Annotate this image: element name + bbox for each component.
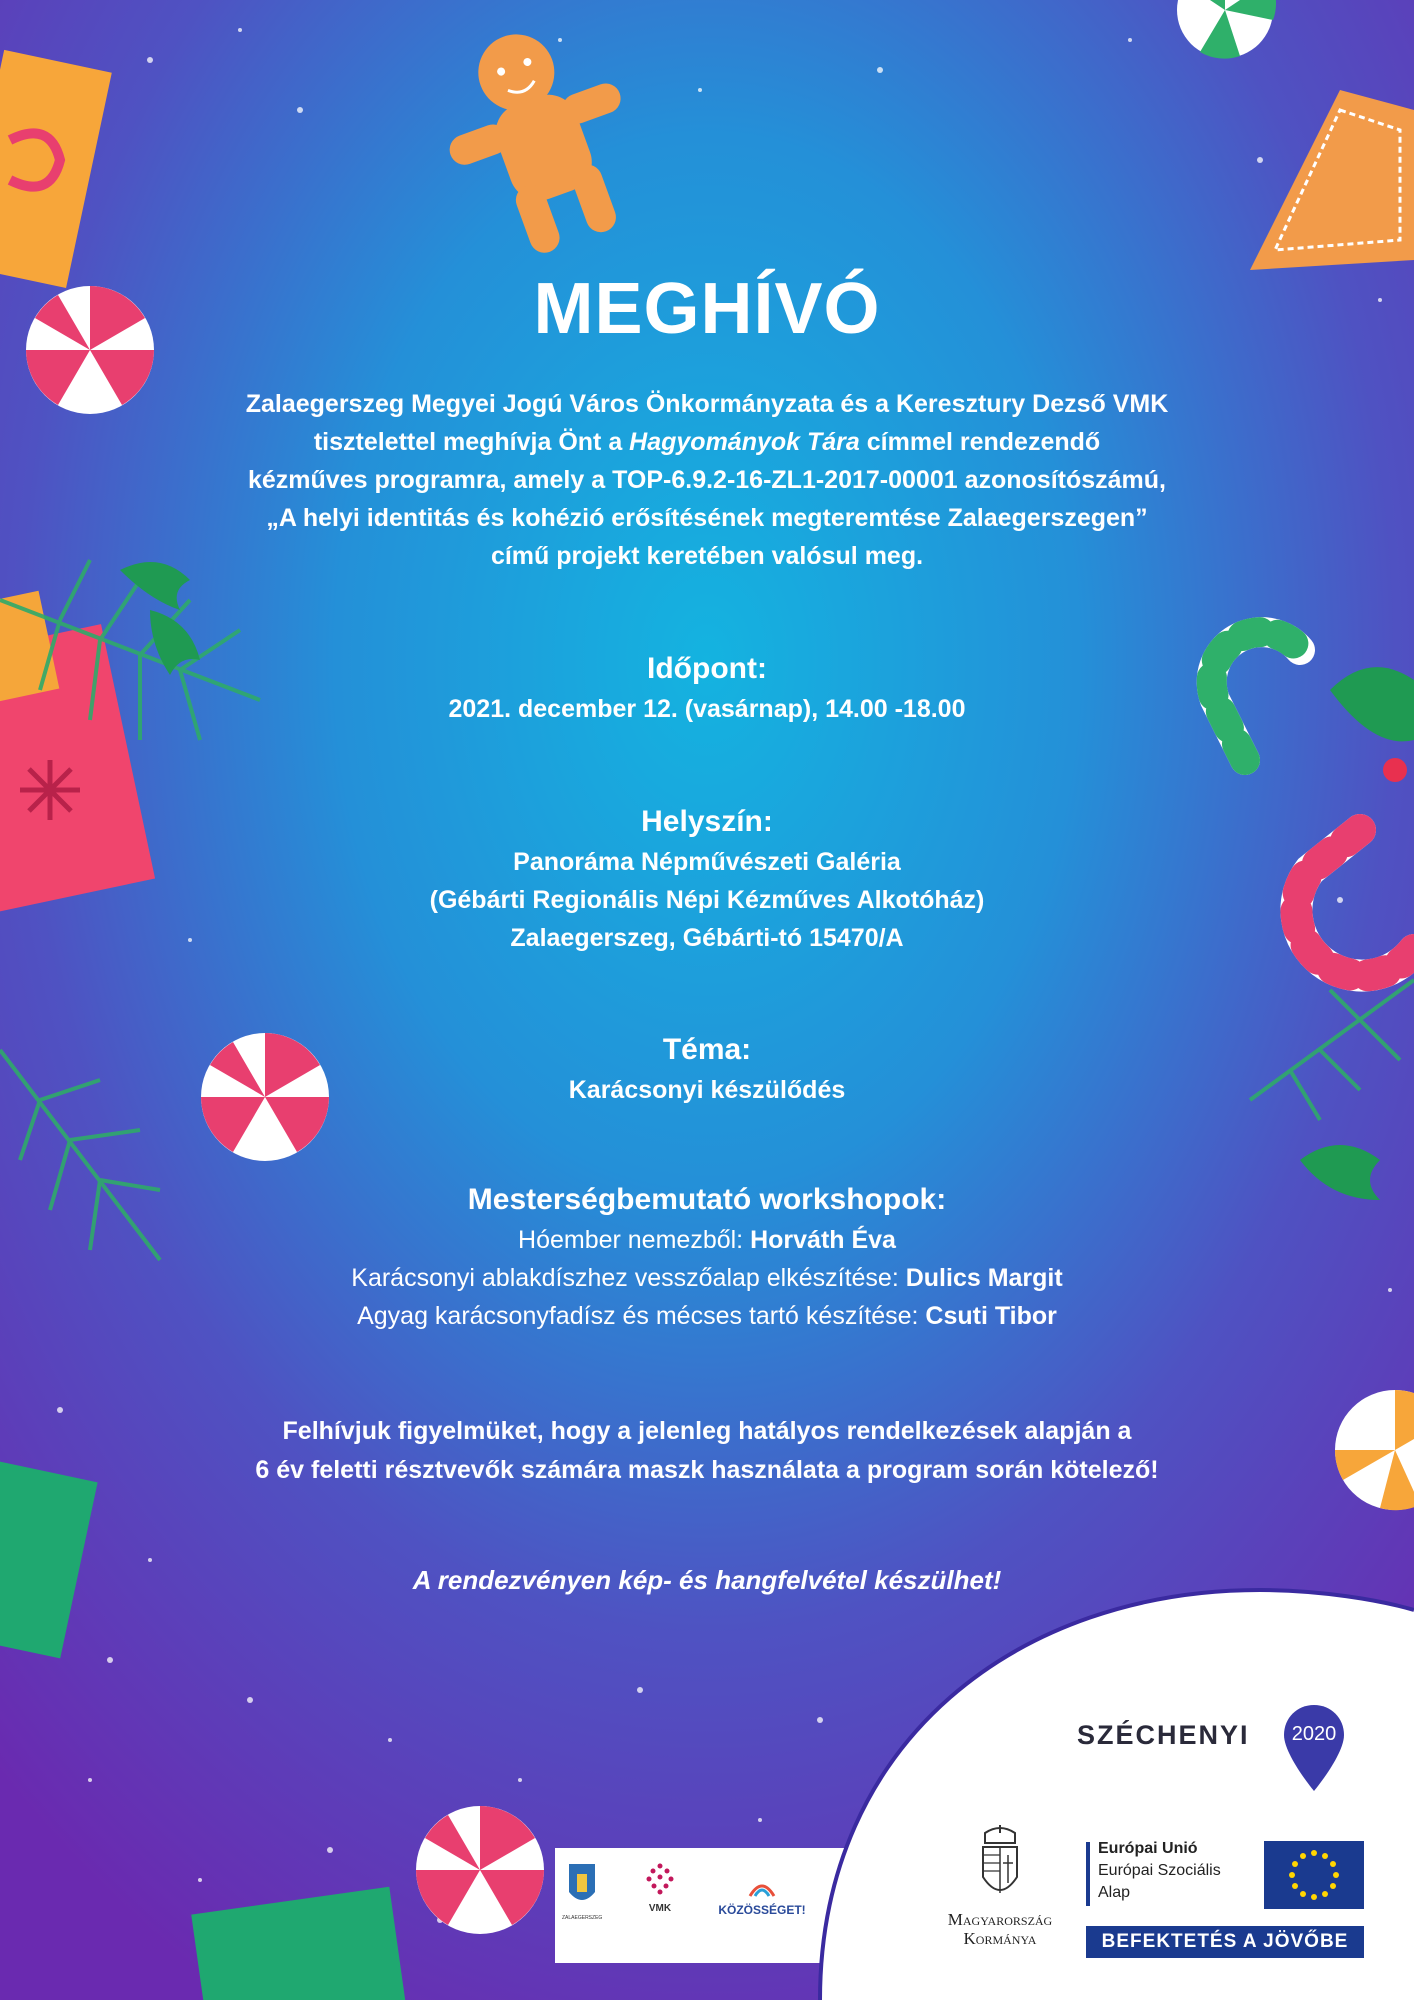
gingerbread-man bbox=[419, 6, 663, 272]
workshop-item bbox=[0, 1297, 1414, 1335]
eu-social-fund-logo bbox=[1086, 1838, 1366, 1958]
eu-divider bbox=[1086, 1842, 1090, 1906]
szechenyi-2020-logo bbox=[1077, 1703, 1357, 1803]
venue-line-3: Zalaegerszeg, Gébárti-tó 15470/A bbox=[510, 924, 904, 952]
hungarian-coat-of-arms-icon bbox=[975, 1825, 1025, 1905]
gov-line-1: Magyarország bbox=[947, 1910, 1053, 1929]
mask-notice-line-2: 6 év feletti résztvevők számára maszk használata a program során kötelező! bbox=[255, 1456, 1159, 1484]
intro-line-5: című projekt keretében valósul meg. bbox=[490, 542, 924, 570]
workshop-label: Hóember nemezből: bbox=[518, 1226, 751, 1254]
zalaegerszeg-logo bbox=[562, 1862, 602, 1937]
eu-text bbox=[1098, 1838, 1221, 1904]
workshop-person: Dulics Margit bbox=[905, 1264, 1063, 1292]
zalaegerszeg-logo-text: ZALAEGERSZEG bbox=[562, 1915, 603, 1921]
eu-flag-icon bbox=[1264, 1841, 1364, 1909]
vmk-logo bbox=[640, 1862, 680, 1937]
kozosseget-arc-icon bbox=[747, 1880, 777, 1898]
vmk-dots-icon bbox=[645, 1862, 675, 1898]
intro-line-4: „A helyi identitás és kohézió erősítésének megteremtése Zalaegerszegen” bbox=[266, 504, 1148, 532]
kozosseget-logo bbox=[712, 1880, 812, 1920]
city-crest-icon bbox=[567, 1862, 597, 1910]
vmk-logo-text: VMK bbox=[648, 1903, 672, 1914]
peppermint-candy-bottom bbox=[416, 1806, 544, 1934]
venue-heading: Helyszín: bbox=[641, 805, 773, 838]
venue-line-2: (Gébárti Regionális Népi Kézműves Alkotóház) bbox=[429, 886, 985, 914]
workshops-heading: Mesterségbemutató workshopok: bbox=[467, 1183, 947, 1216]
intro-line-2-post: címmel rendezendő bbox=[859, 428, 1101, 456]
candy-top-right bbox=[1177, 0, 1276, 59]
mask-notice-line-1: Felhívjuk figyelmüket, hogy a jelenleg hatályos rendelkezések alapján a bbox=[282, 1417, 1132, 1445]
intro-paragraph bbox=[0, 385, 1414, 575]
eu-line-1: Európai Unió bbox=[1098, 1840, 1198, 1857]
time-value: 2021. december 12. (vasárnap), 14.00 -18.00 bbox=[448, 695, 966, 723]
workshop-item bbox=[0, 1259, 1414, 1297]
eu-investment-badge: BEFEKTETÉS A JÖVŐBE bbox=[1086, 1926, 1364, 1958]
szechenyi-year: 2020 bbox=[1291, 1723, 1337, 1745]
workshop-person: Horváth Éva bbox=[750, 1226, 896, 1254]
time-heading: Időpont: bbox=[647, 652, 767, 685]
page-title: MEGHÍVÓ bbox=[533, 269, 881, 349]
eu-line-2: Európai Szociális bbox=[1098, 1862, 1221, 1879]
mask-notice bbox=[0, 1412, 1414, 1490]
intro-line-1: Zalaegerszeg Megyei Jogú Város Önkormányzata és a Keresztury Dezső VMK bbox=[245, 390, 1169, 418]
workshop-item bbox=[0, 1221, 1414, 1259]
intro-line-2 bbox=[0, 423, 1414, 461]
recording-note: A rendezvényen kép- és hangfelvétel készülhet! bbox=[412, 1565, 1002, 1595]
szechenyi-text: SZÉCHENYI bbox=[1077, 1720, 1250, 1750]
intro-line-3: kézműves programra, amely a TOP-6.9.2-16-ZL1-2017-00001 azonosítószámú, bbox=[248, 466, 1166, 494]
theme-heading: Téma: bbox=[662, 1033, 752, 1066]
gift-box-top-left bbox=[0, 50, 112, 288]
holly-berry bbox=[1383, 758, 1407, 782]
program-name: Hagyományok Tára bbox=[629, 428, 860, 456]
workshop-label: Karácsonyi ablakdíszhez vesszőalap elkészítése: bbox=[351, 1264, 906, 1292]
eu-line-3: Alap bbox=[1098, 1884, 1131, 1901]
theme-value: Karácsonyi készülődés bbox=[568, 1076, 846, 1104]
kozosseget-logo-text: KÖZÖSSÉGET! bbox=[718, 1903, 806, 1917]
workshop-person: Csuti Tibor bbox=[925, 1302, 1057, 1330]
venue-line-1: Panoráma Népművészeti Galéria bbox=[513, 848, 901, 876]
workshop-label: Agyag karácsonyfadísz és mécses tartó készítése: bbox=[357, 1302, 926, 1330]
gov-line-2: Kormánya bbox=[963, 1929, 1037, 1948]
location-pin-icon bbox=[1282, 1703, 1346, 1793]
hungarian-government-logo bbox=[925, 1825, 1075, 1965]
gift-box-bottom-left bbox=[0, 1462, 409, 2000]
intro-line-2-pre: tisztelettel meghívja Önt a bbox=[313, 428, 630, 456]
gingerbread-tree-cookie bbox=[1250, 90, 1414, 270]
